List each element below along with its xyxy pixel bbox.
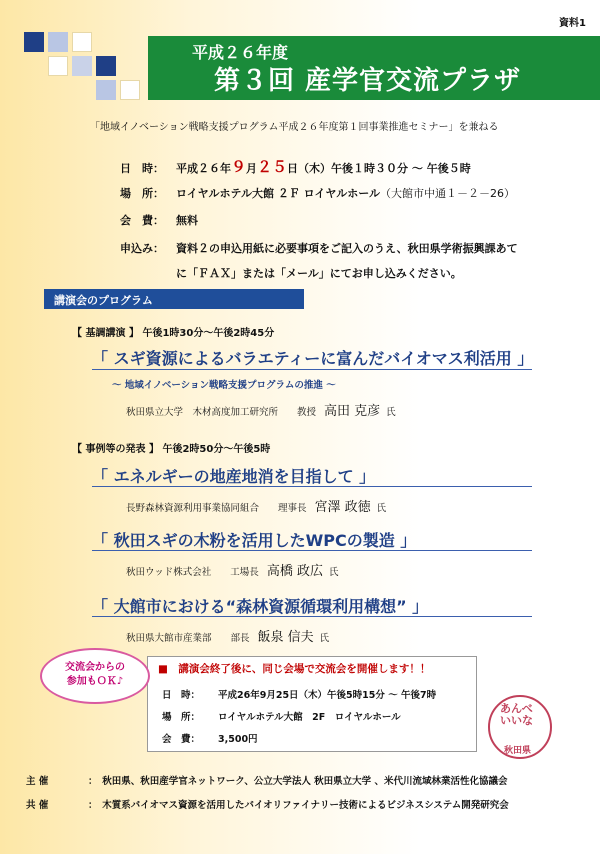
talk-speaker-name: 宮澤 政徳 [314,500,371,515]
keynote-speaker-name: 高田 克彦 [324,404,381,419]
seal-line2: いいな [500,714,533,727]
exchange-date-key: 日 時： [162,690,201,701]
info-date-key: 日 時： [120,162,164,175]
subtitle: 「地域イノベーション戦略支援プログラム平成２６年度第１回事業推進セミナー」を兼ねる [90,122,499,133]
talk-title: 「 大館市における“森林資源循環利用構想” 」 [92,597,429,616]
keynote-speaker [126,400,396,419]
info-apply-key: 申込み： [120,242,164,255]
info-date [120,156,471,177]
cases-label: 【 事例等の発表 】 午後2時50分～午後5時 [72,444,271,455]
talk-speaker [126,496,386,515]
exchange-fee [162,731,258,745]
exchange-headline: ■ 講演会終了後に、同じ会場で交流会を開催します！！ [158,663,431,675]
exchange-venue-key: 場 所： [162,712,201,723]
keynote-label: 【 基調講演 】 午後1時30分～午後2時45分 [72,328,275,339]
talk-speaker-org: 長野森林資源利用事業協同組合 理事長 [126,503,307,514]
title-banner [148,36,600,100]
info-date-pre: 平成２６年 [176,162,231,175]
program-heading: 講演会のプログラム [44,289,304,309]
seal-text [500,703,533,727]
exchange-date-value: 平成26年9月25日（木）午後5時15分 ～ 午後7時 [218,690,437,701]
talk-underline [92,550,532,551]
exchange-callout-line2: 参加もＯＫ♪ [66,676,124,687]
info-apply-line1: 資料２の申込用紙に必要事項をご記入のうえ、秋田県学術振興課あて [176,242,518,255]
exchange-callout-line1: 交流会からの [65,662,125,673]
exchange-venue [162,709,401,723]
talk-title: 「 秋田スギの木粉を活用したWPCの製造 」 [92,531,417,550]
banner-year: 平成２６年度 [192,43,289,62]
exchange-fee-value: 3,500円 [218,734,258,745]
keynote-speaker-org: 秋田県立大学 木材高度加工研究所 教授 [126,407,317,418]
talk-title: 「 エネルギーの地産地消を目指して 」 [92,467,376,486]
info-apply-line2: に「ＦＡＸ」または「メール」にてお申し込みください。 [176,267,462,280]
exchange-venue-value: ロイヤルホテル大館 2F ロイヤルホール [218,712,401,723]
exchange-box [147,656,477,752]
seal-prefecture: 秋田県 [504,746,532,756]
talk-speaker-org: 秋田ウッド株式会社 工場長 [126,567,259,578]
keynote-subtitle: ～ 地域イノベーション戦略支援プログラムの推進 ～ [112,380,336,391]
footer-host-value: ： 秋田県、秋田産学官ネットワーク、公立大学法人 秋田県立大学 、米代川流域林業活性化協議会 [88,776,508,787]
footer-cohost [26,797,509,811]
info-date-month: ９ [231,158,247,176]
info-date-rest: 日（木）午後１時３０分 ～ 午後５時 [287,162,471,175]
info-date-day: ２５ [257,158,288,176]
footer-host-key: 主 催 [26,776,49,787]
info-fee-value: 無料 [176,214,198,227]
seal-line1: あんべ [500,702,533,715]
footer-host [26,773,508,787]
akita-logo-seal [488,695,552,759]
talk-speaker-org: 秋田県大館市産業部 部長 [126,633,250,644]
info-date-mid1: 月 [246,162,258,175]
exchange-callout-text [42,661,148,689]
talk-speaker [126,626,329,645]
talk-speaker-honorific: 氏 [319,633,330,644]
keynote-speaker-honorific: 氏 [386,407,396,418]
info-apply [120,240,518,256]
talk-speaker [126,560,338,579]
exchange-fee-key: 会 費： [162,734,201,745]
info-venue-value: ロイヤルホテル大館 ２Ｆ ロイヤルホール [176,187,381,200]
keynote-title: 「 スギ資源によるバラエティーに富んだバイオマス利活用 」 [92,349,534,368]
talk-underline [92,616,532,617]
exchange-date [162,687,436,701]
talk-speaker-name: 飯泉 信夫 [257,630,314,645]
info-venue [120,185,515,201]
document-label: 資料1 [559,18,586,29]
info-venue-key: 場 所： [120,187,164,200]
footer-cohost-key: 共 催 [26,800,49,811]
info-fee [120,212,198,228]
footer-cohost-value: ： 木質系バイオマス資源を活用したバイオリファイナリー技術によるビジネスシステム開発研究会 [88,800,509,811]
exchange-callout-cloud [40,648,150,704]
info-venue-address: （大館市中通１－２－26） [380,187,516,200]
talk-speaker-honorific: 氏 [328,567,339,578]
info-fee-key: 会 費： [120,214,164,227]
talk-speaker-honorific: 氏 [376,503,387,514]
banner-title: 第３回 産学官交流プラザ [214,66,522,96]
keynote-underline [92,369,532,370]
talk-speaker-name: 高橋 政広 [266,564,323,579]
talk-underline [92,486,532,487]
